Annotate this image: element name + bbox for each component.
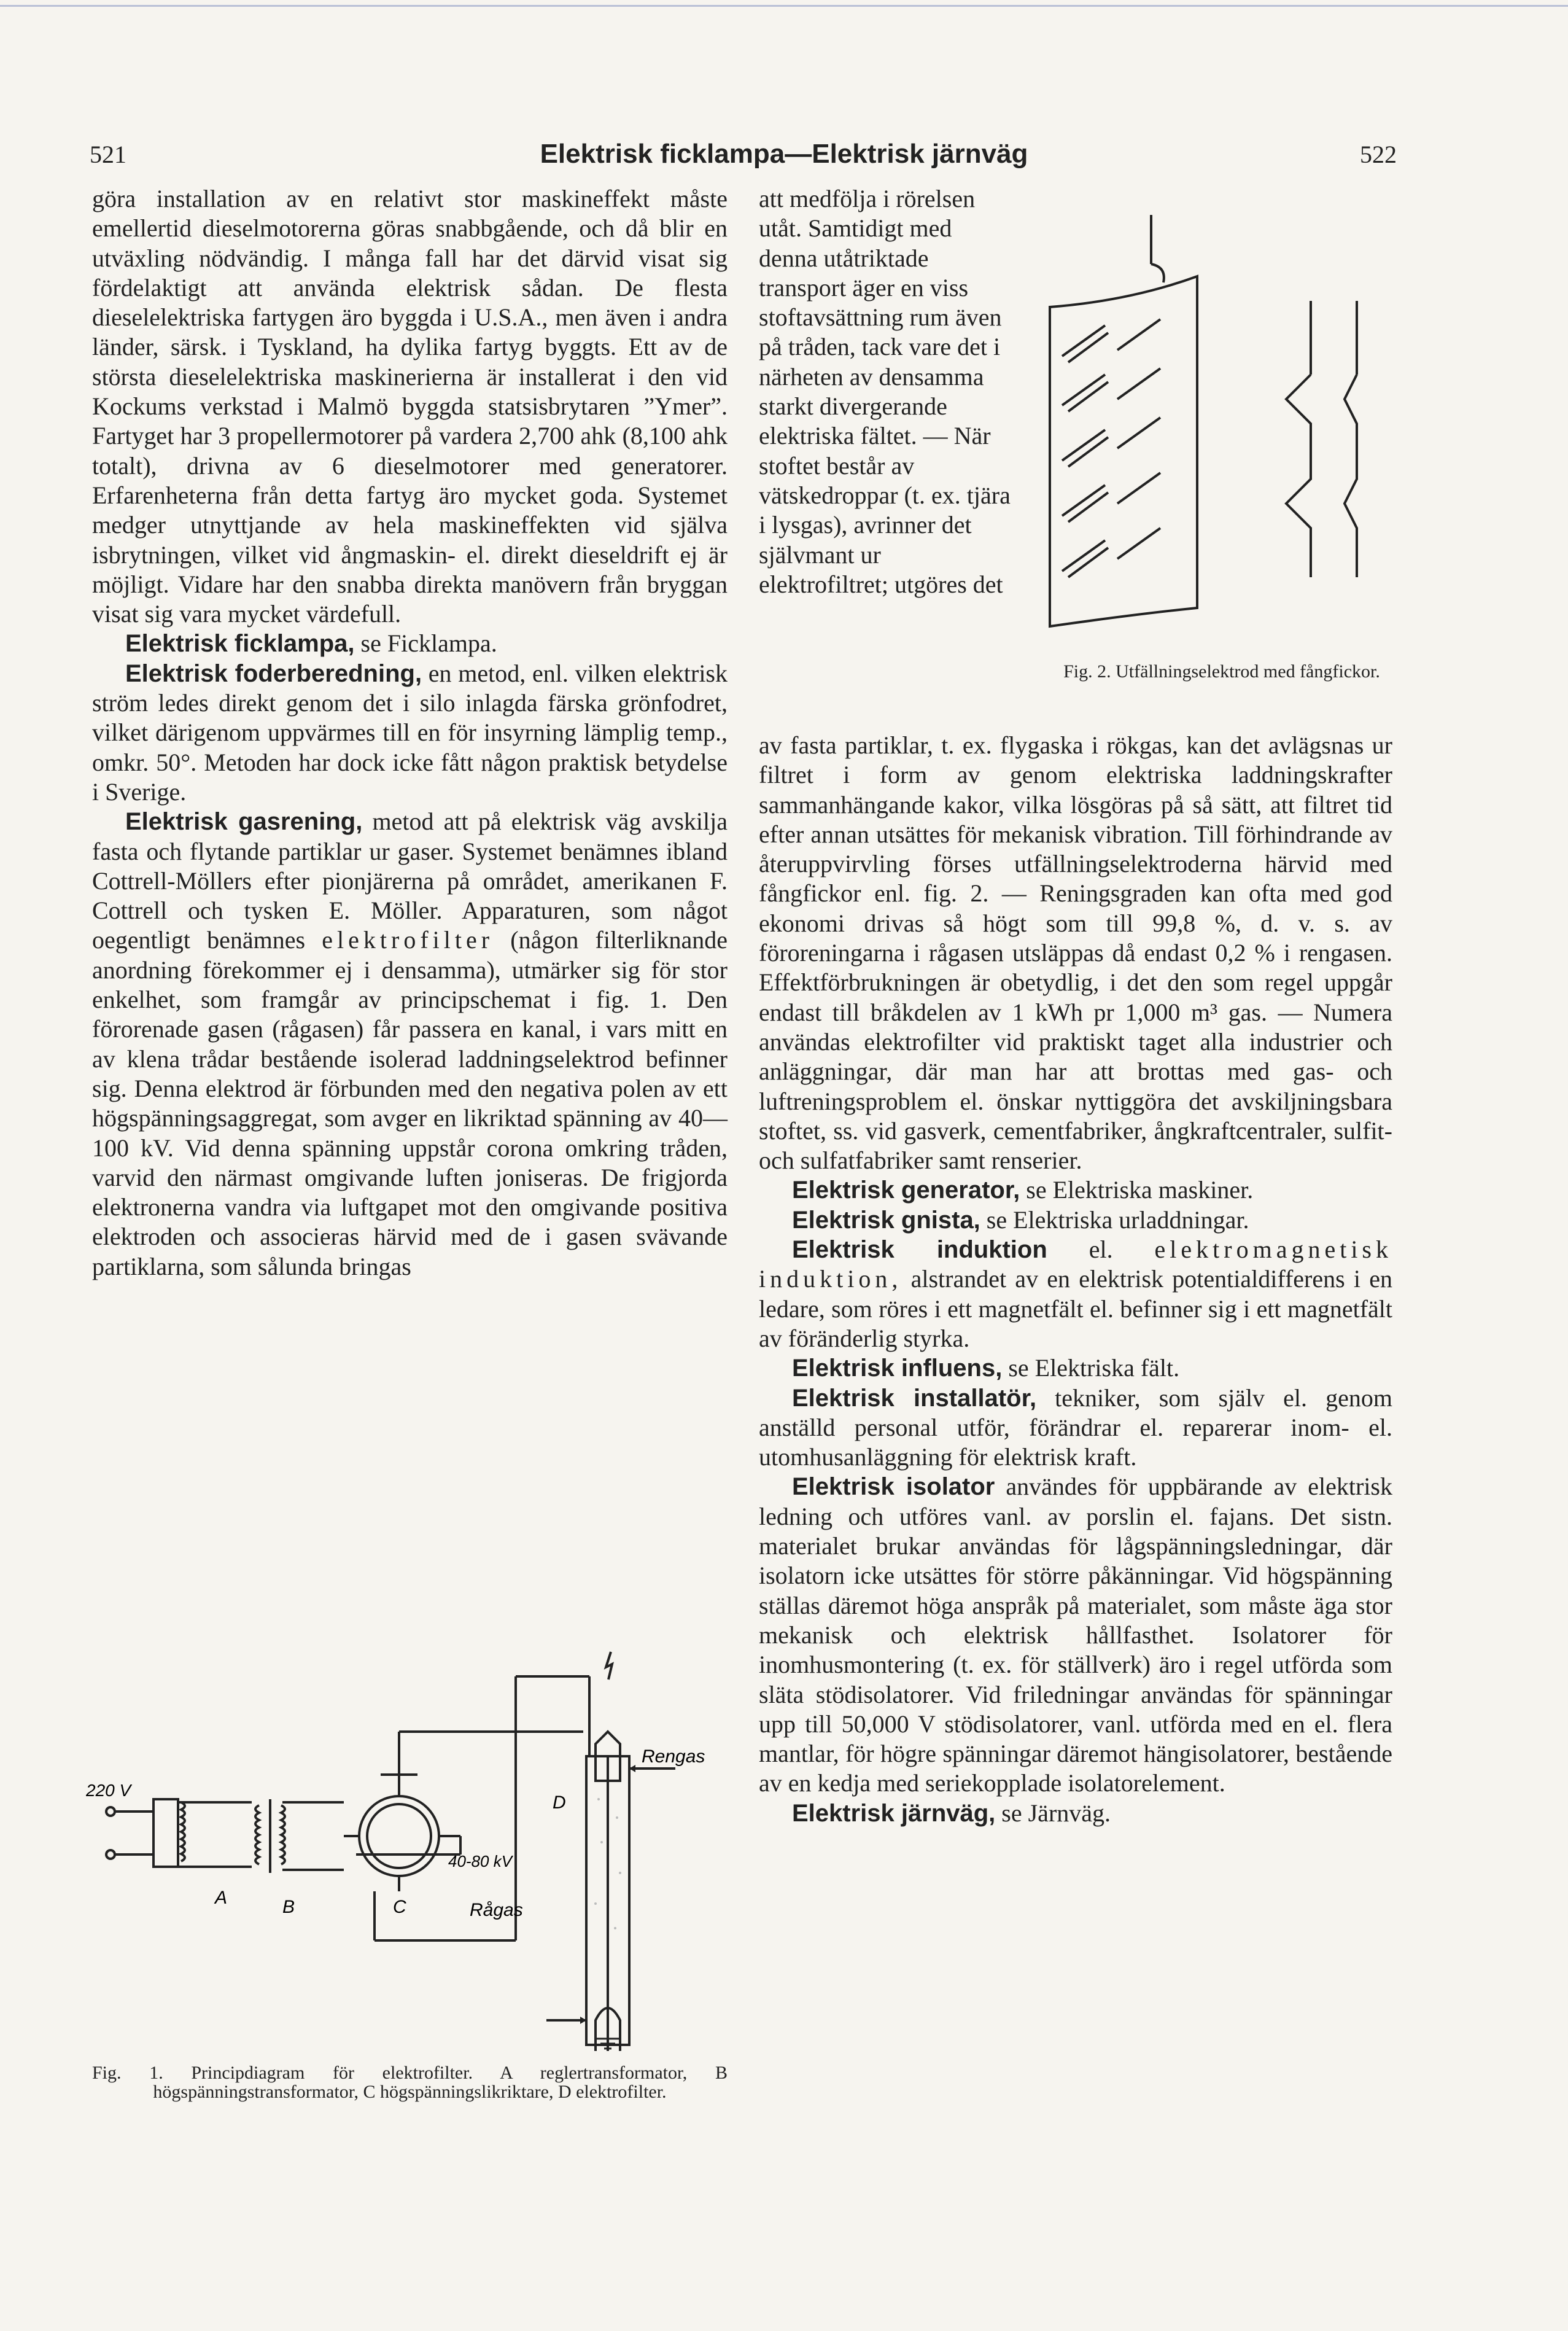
- fig1-label-d: D: [553, 1792, 566, 1813]
- entry-headword: Elektrisk gnista,: [792, 1206, 980, 1234]
- entry-headword: Elektrisk induktion: [792, 1236, 1047, 1264]
- entry-text: användes för uppbärande av elektrisk ledning och utföres vanl. av porslin el. fajans. Det sistn. materialet brukar användas för lågspänningsledningar, där isolatorn icke utsättes för större påkänningar. Vid högspänning ställas däremot höga anspråk på materialet, som måste äga stor mekanisk och elektrisk hållfasthet. Isolatorer för inomhusmontering (t. ex. för ställverk) äro i regel utförda som släta stödisolatorer. Vid friledningar användas för spänningar upp till 50,000 V stödisolatorer, vanl. utförda med en el. flera mantlar, för högre spänningar däremot hängisolatorer, bestående av en kedja med seriekopplade isolatorelement.: [759, 1473, 1392, 1797]
- transformer-b-primary: [255, 1805, 259, 1864]
- transformer-b-secondary: [281, 1805, 285, 1864]
- entry-elektrisk-installator: [759, 1383, 1392, 1473]
- entry-text: se Elektriska maskiner.: [1020, 1176, 1254, 1204]
- fig1-caption: Fig. 1. Principdiagram för elektrofilter. A reglertransformator, B högspänningstransformator, C högspänningslikriktare, D elektrofilter.: [92, 2063, 728, 2102]
- entry-elektrisk-gnista: [759, 1205, 1392, 1235]
- entry-headword: Elektrisk ficklampa,: [125, 630, 355, 658]
- entry-elektrisk-isolator: [759, 1472, 1392, 1798]
- spaced-term: elektromagnetisk induktion,: [759, 1236, 1392, 1293]
- fig1-label-b: B: [282, 1897, 295, 1917]
- fig1-label-a: A: [215, 1888, 228, 1908]
- entry-elektrisk-influens: [759, 1353, 1392, 1383]
- entry-text: se Järnväg.: [995, 1799, 1111, 1827]
- entry-text: tekniker, som själv el. genom anställd personal utför, förändrar el. reparerar inom- el. utomhusanläggning för elektrisk kraft.: [759, 1383, 1392, 1471]
- fig1-label-kv: 40-80 kV: [448, 1852, 513, 1870]
- scan-edge-line: [0, 5, 1568, 7]
- fig2-electrode-drawing: [1031, 197, 1400, 663]
- entry-text: el.: [1047, 1236, 1155, 1264]
- running-header: Elektrisk ficklampa—Elektrisk järnväg: [540, 139, 1028, 169]
- entry-headword: Elektrisk installatör,: [792, 1384, 1037, 1412]
- entry-text: metod att på elektrisk väg avskilja fasta och flytande partiklar ur gaser. Systemet benämnes ibland Cottrell-Möllers efter pionjärerna på området, amerikanen F. Cottrell och tysken E. Möller. Apparaturen, som något oegentligt benämnes: [92, 807, 728, 954]
- entry-elektrisk-ficklampa: [92, 629, 728, 658]
- entry-text: alstrandet av en elektrisk potentialdifferens i en ledare, som röres i ett magnetfält el. befinner sig i ett magnetfält av föränderlig styrka.: [759, 1265, 1392, 1352]
- entry-headword: Elektrisk isolator: [792, 1473, 995, 1501]
- entry-text: (någon filterliknande anordning förekommer ej i densamma), utmärker sig för stor enkelhet, som framgår av principschemat i fig. 1. Den förorenade gasen (rågasen) får passera en kanal, i vars mitt en av klena trådar bestående isolerad laddningselektrod befinner sig. Denna elektrod är förbunden med den negativa polen av ett högspänningsaggregat, som avger en likriktad spänning av 40—100 kV. Vid denna spänning uppstår corona omkring tråden, varvid den närmast omgivande luften joniseras. De frigjorda elektronerna vandra via luftgapet mot den omgivande positiva elektroden och associeras härvid med de i gasen svävande partiklarna, som sålunda bringas: [92, 926, 728, 1280]
- fig1-label-c: C: [393, 1897, 406, 1917]
- page-number-right: 522: [1360, 141, 1397, 168]
- entry-headword: Elektrisk gasrening,: [125, 808, 363, 836]
- terminal-icon: [106, 1850, 115, 1859]
- entry-elektrisk-induktion: [759, 1235, 1392, 1353]
- entry-elektrisk-jarnvag: [759, 1799, 1392, 1828]
- fig1-label-ragas: Rågas: [470, 1900, 523, 1920]
- right-column-wrap-text: att medfölja i rörelsen utåt. Samtidigt med denna utåtriktade transport äger en viss stoftavsättning rum även på tråden, tack vare det i närheten av densamma starkt divergerande elektriska fältet. — När stoftet består av vätskedroppar (t. ex. tjära i lysgas), avrinner det självmant ur elektrofiltret; utgöres det: [759, 185, 1011, 598]
- entry-headword: Elektrisk järnväg,: [792, 1799, 996, 1827]
- entry-elektrisk-generator: [759, 1175, 1392, 1205]
- continued-paragraph: av fasta partiklar, t. ex. flygaska i rökgas, kan det avlägsnas ur filtret i form av genom elektriska laddningskrafter sammanhängande kakor, vilka lösgöras på så sätt, att filtret tid efter annan utsättes för mekanisk vibration. Till förhindrande av återuppvirvling förses utfällningselektroderna härvid med fångfickor enl. fig. 2. — Reningsgraden kan ofta med god ekonomi drivas så högt som till 99,8 %, d. v. s. av föroreningarna i rågasen utsläppas då endast 0,2 % i rengasen. Effektförbrukningen är obetydlig, i det den som regel uppgår endast till bråkdelen av 1 kWh pr 1,000 m³ gas. — Numera användas elektrofilter vid praktiskt taget alla industrier och anläggningar, där man har att brottas med gas- och luftreningsproblem el. önskar nyttiggöra det avskiljningsbara stoftet, ss. vid gasverk, cementfabriker, ångkraftcentraler, sulfit- och sulfatfabriker samt renserier.: [759, 731, 1392, 1175]
- fig1-circuit-diagram: [86, 1597, 737, 2051]
- entry-text: se Ficklampa.: [354, 629, 497, 658]
- entry-elektrisk-foderberedning: [92, 659, 728, 807]
- transformer-a-coil: [181, 1802, 185, 1861]
- entry-headword: Elektrisk influens,: [792, 1355, 1003, 1382]
- continued-paragraph: göra installation av en relativt stor maskineffekt måste emellertid dieselmotorerna göras snabbgående, och då blir en utväxling nödvändig. I många fall har det därvid visat sig fördelaktigt att använda elektrisk sådan. De flesta dieselelektriska fartygen äro byggda i U.S.A., men även i andra länder, särsk. i Tyskland, ha dylika fartyg byggts. Ett av de största dieselelektriska maskinerierna är installerat i den vid Kockums verkstad i Malmö byggda statsisbrytaren ”Ymer”. Fartyget har 3 propellermotorer på vardera 2,700 ahk (8,100 ahk totalt), drivna av 6 dieselmotorer med generatorer. Erfarenheterna från detta fartyg äro mycket goda. Systemet medger utnyttjande av hela maskineffekten vid själva isbrytningen, vilket vid ångmaskin- el. direkt dieseldrift ej är möjligt. Vidare har den snabba direkta manövern från bryggan visat sig vara mycket värdefull.: [92, 185, 728, 628]
- hook-icon: [1151, 264, 1164, 282]
- entry-elektrisk-gasrening: [92, 807, 728, 1282]
- right-column: [759, 731, 1392, 1828]
- fig1-label-220v: 220 V: [86, 1781, 131, 1800]
- entry-headword: Elektrisk foderberedning,: [125, 660, 422, 687]
- entry-text: en metod, enl. vilken elektrisk ström ledes direkt genom det i silo inlagda färska grönfodret, vilket därigenom uppvärmes till en för insyrning lämplig temp., omkr. 50°. Metoden har dock icke fått någon praktisk betydelse i Sverige.: [92, 659, 728, 806]
- entry-headword: Elektrisk generator,: [792, 1177, 1020, 1204]
- rectifier-c: [359, 1796, 439, 1876]
- page-number-left: 521: [90, 141, 126, 168]
- fig2-caption: Fig. 2. Utfällningselektrod med fångfickor.: [1063, 661, 1380, 682]
- entry-text: se Elektriska fält.: [1002, 1354, 1180, 1382]
- fig1-label-rengas: Rengas: [642, 1746, 705, 1767]
- entry-text: se Elektriska urladdningar.: [980, 1205, 1249, 1234]
- spaced-term: elektrofilter: [322, 926, 494, 954]
- terminal-icon: [106, 1807, 115, 1816]
- left-column: [92, 184, 728, 1282]
